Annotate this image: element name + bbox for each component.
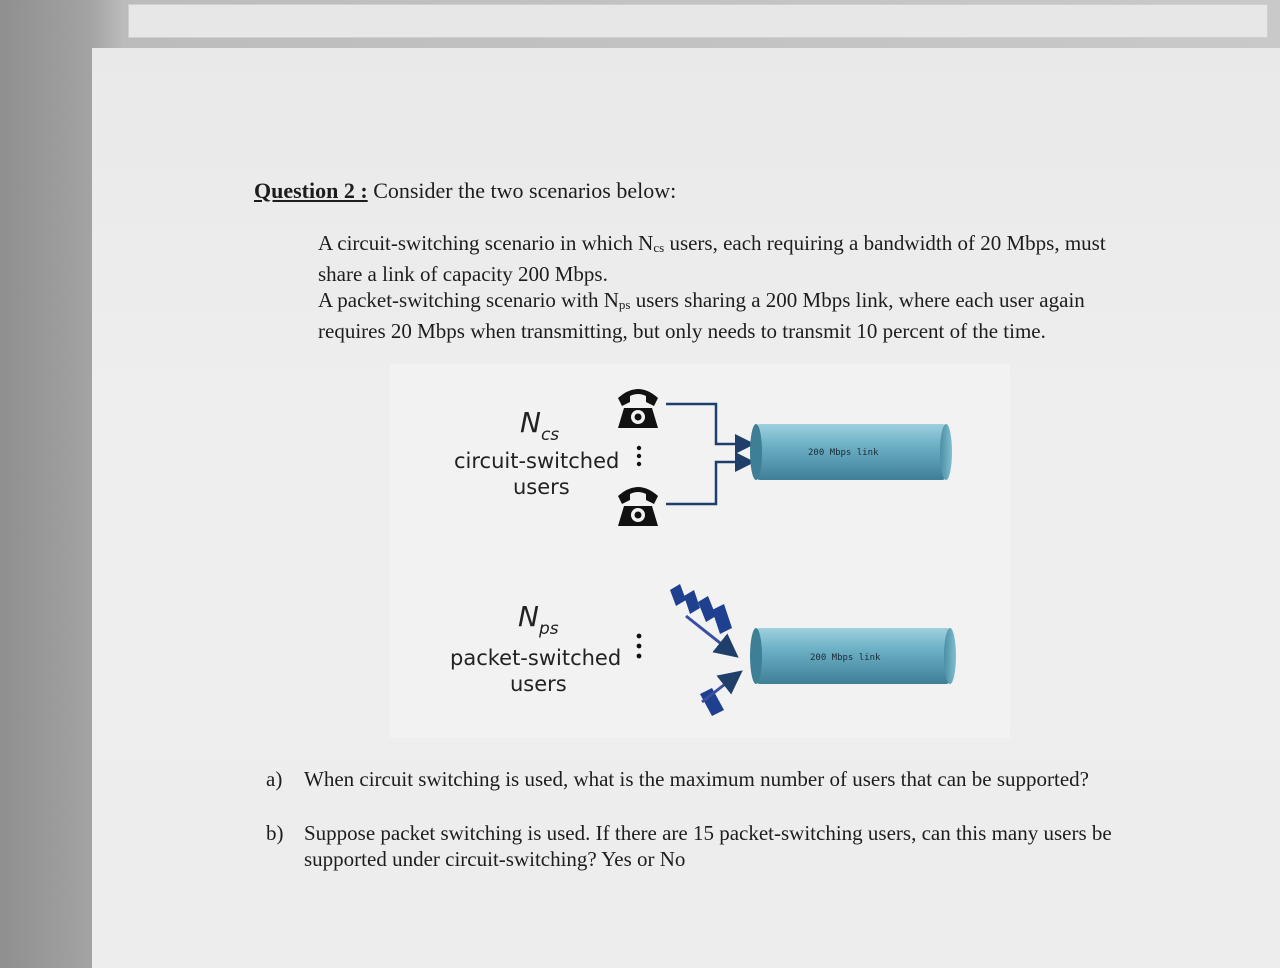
telephone-icon xyxy=(618,389,658,428)
diagram-svg xyxy=(390,364,1010,738)
question-a-marker: a) xyxy=(266,767,283,791)
telephone-icon xyxy=(618,487,658,526)
ps-n-label: $N_{ps}$ xyxy=(518,600,559,639)
question-label: Question 2 : xyxy=(254,178,368,203)
ps-link-label: 200 Mbps link xyxy=(810,653,881,663)
question-intro: Consider the two scenarios below: xyxy=(373,178,677,203)
circuit-wire xyxy=(666,404,750,444)
circuit-switching-scenario: A circuit-switching scenario in which $N_{cs}$ users, each requiring a bandwidth of 20 Mbps, must share a link of capacity 200 Mbps. xyxy=(318,231,1106,286)
switching-diagram xyxy=(390,364,1010,738)
cs-line2-label: users xyxy=(513,475,570,499)
question-a-text: When circuit switching is used, what is the maximum number of users that can be supported? xyxy=(304,767,1089,791)
cs-line1-label: circuit-switched xyxy=(454,449,620,473)
top-bar xyxy=(128,4,1268,38)
packet-switching-scenario: A packet-switching scenario with $N_{ps}$ users sharing a 200 Mbps link, where each user again requires 20 Mbps when transmitting, but only needs to transmit 10 percent of the time. xyxy=(318,288,1085,343)
circuit-wire xyxy=(666,462,750,504)
ps-line2-label: users xyxy=(510,672,567,696)
question-b xyxy=(262,820,1162,872)
question-b-marker: b) xyxy=(266,821,284,845)
question-heading xyxy=(254,178,676,204)
question-a xyxy=(262,766,1162,792)
vertical-ellipsis-icon xyxy=(637,446,641,466)
packet-arrow xyxy=(702,674,738,702)
scenario-list xyxy=(318,230,1148,344)
cs-link-label: 200 Mbps link xyxy=(808,448,879,458)
ps-line1-label: packet-switched xyxy=(450,646,622,670)
question-list xyxy=(262,766,1162,900)
vertical-ellipsis-icon xyxy=(637,634,642,659)
cs-n-label: $N_{cs}$ xyxy=(520,406,560,445)
question-b-text: Suppose packet switching is used. If there are 15 packet-switching users, can this many users be supported under circuit-switching? Yes or No xyxy=(304,821,1112,871)
